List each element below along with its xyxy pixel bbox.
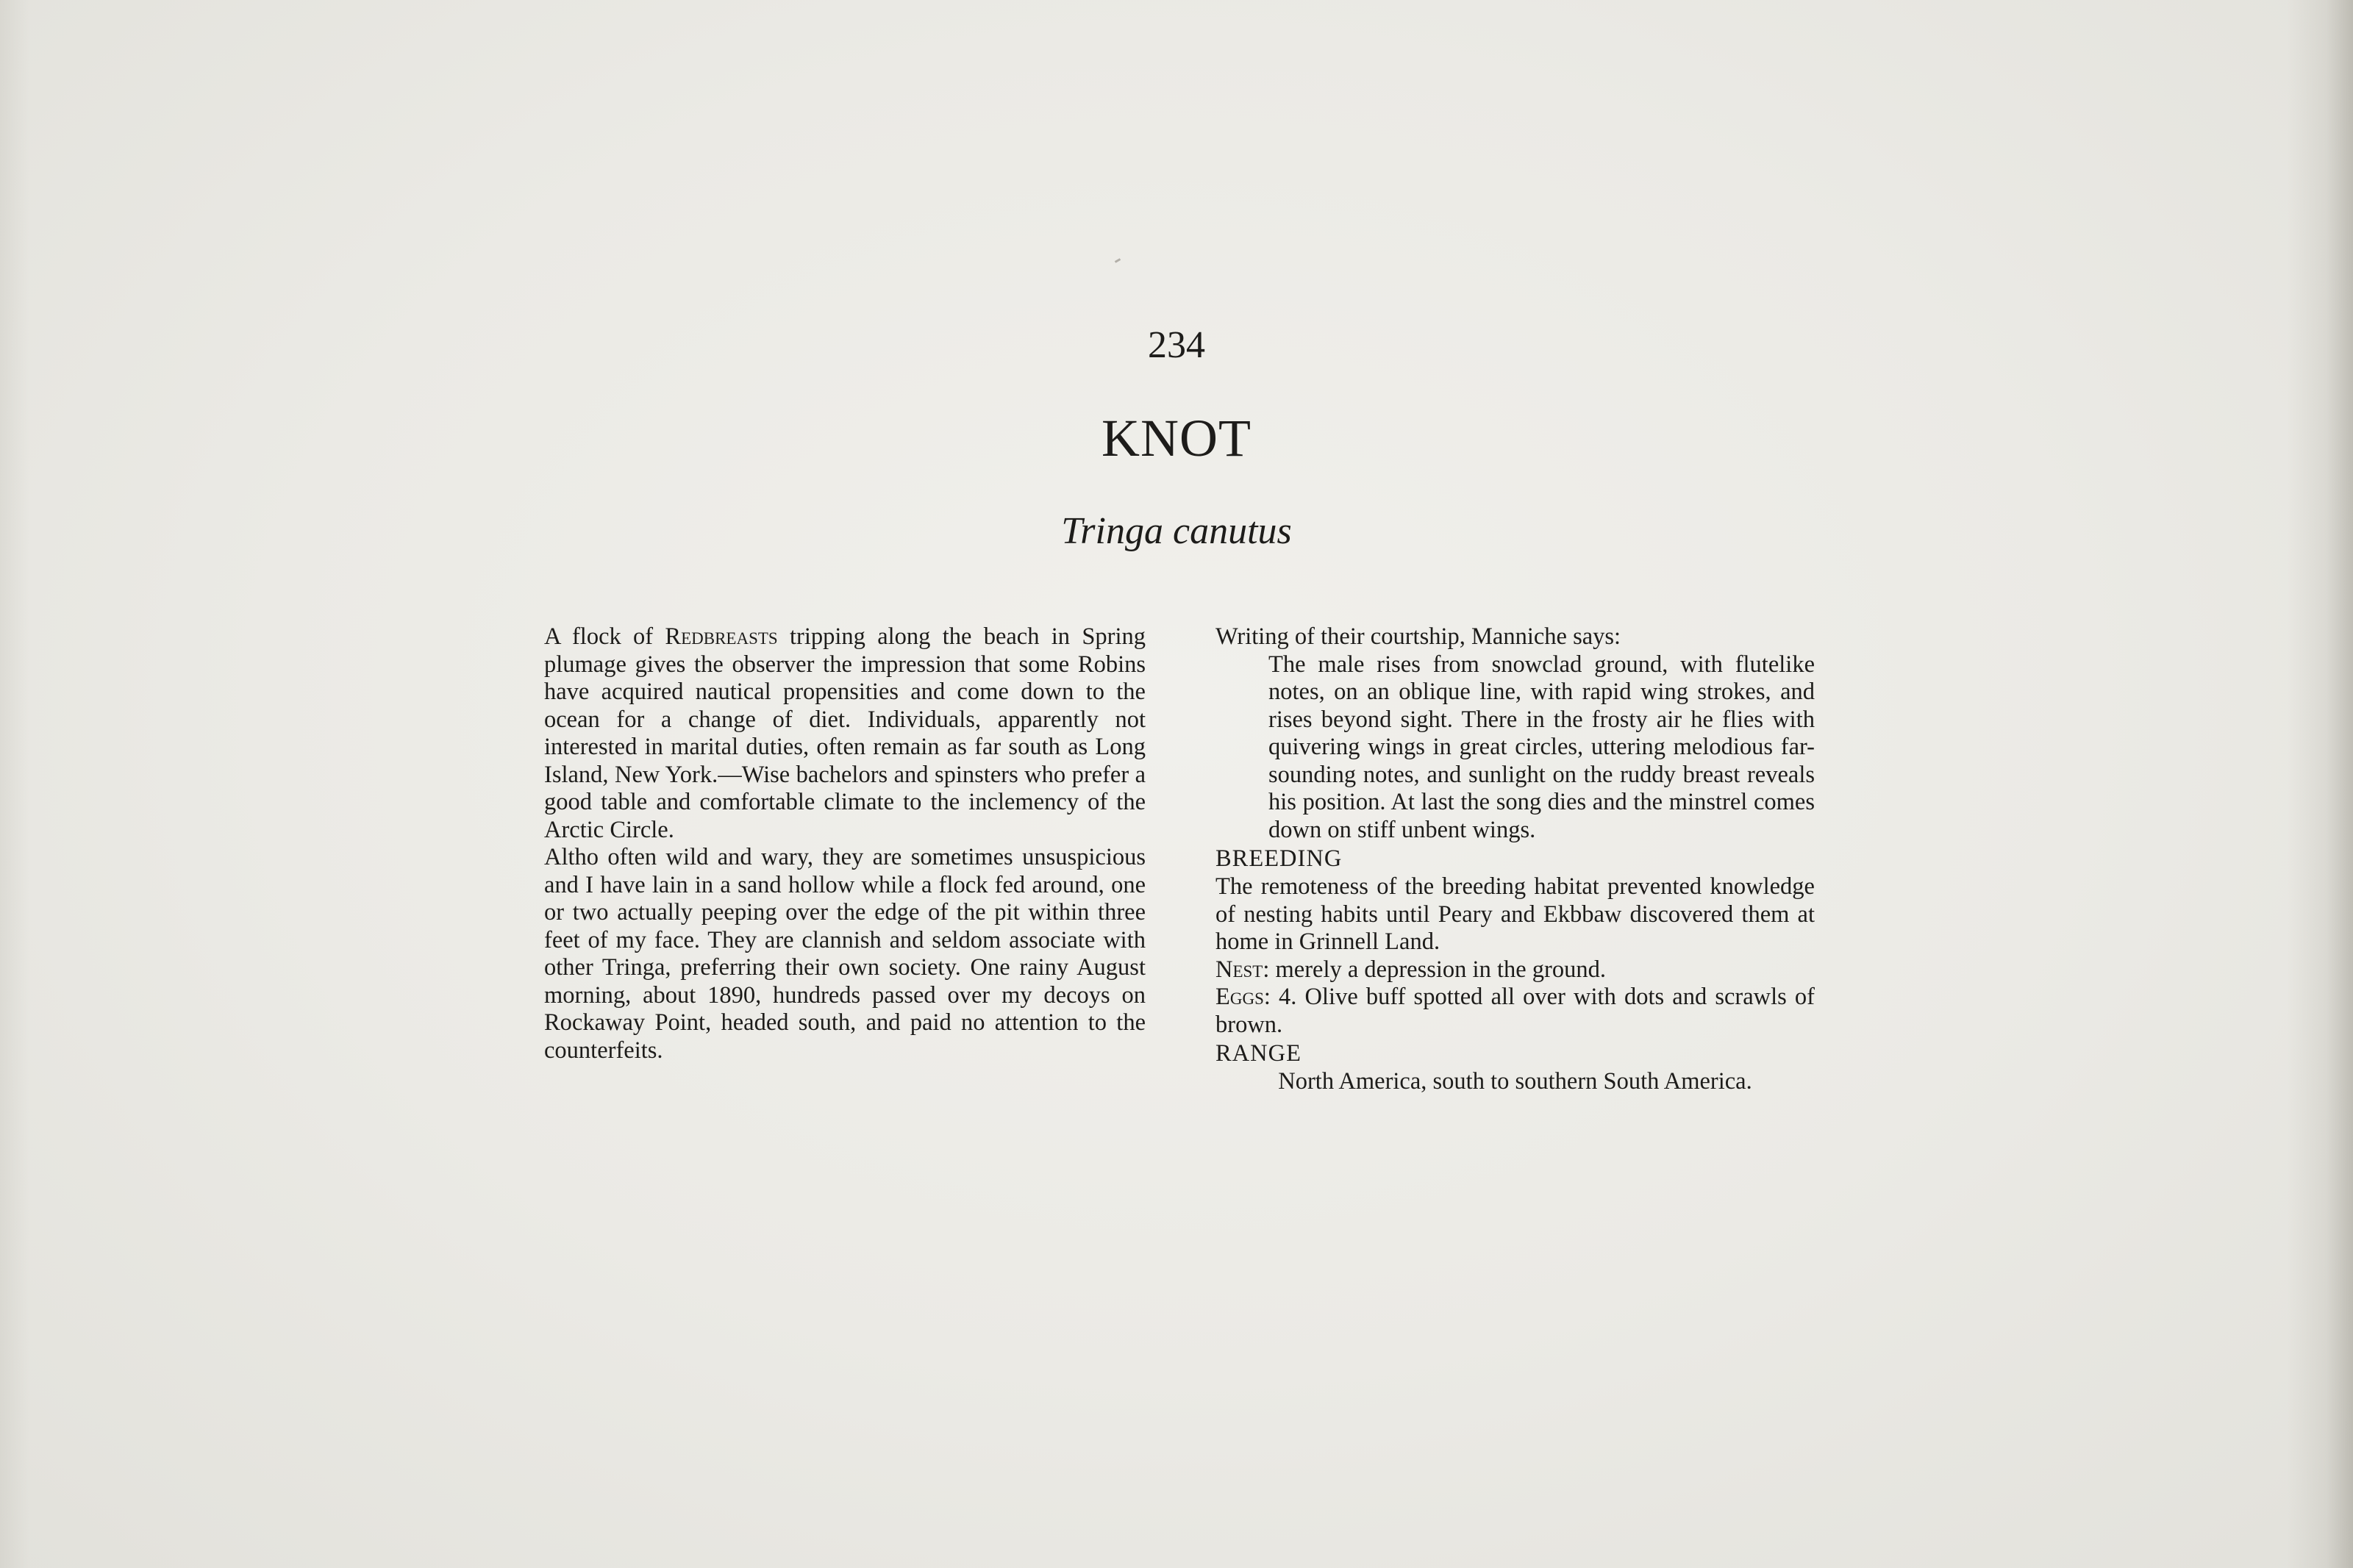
range-text: North America, south to southern South America. [1278, 1068, 1752, 1095]
paper-speck [1115, 258, 1121, 263]
page-shadow-right [2287, 0, 2353, 1568]
eggs-label: Eggs [1215, 984, 1264, 1010]
scientific-name: Tringa canutus [1061, 510, 1292, 552]
page-number: 234 [1148, 324, 1205, 366]
paragraph-intro [544, 623, 1146, 844]
nest-line [1215, 956, 1815, 984]
courtship-quote: The male rises from snowclad ground, with flutelike notes, on an oblique line, with rapid wing strokes, and rises beyond sight. There in the frosty air he flies with quivering wings in great circles, uttering melodious far-sounding notes, and sunlight on the ruddy breast reveals his position. At last the song dies and the minstrel comes down on stiff unbent wings. [1268, 651, 1815, 843]
nest-text: : merely a depression in the ground. [1263, 956, 1606, 983]
nest-label: Nest [1215, 956, 1263, 983]
breeding-heading: BREEDING [1215, 845, 1343, 872]
eggs-text: : 4. Olive buff spotted all over with dots and scrawls of brown. [1215, 984, 1815, 1038]
left-column [544, 623, 1146, 1064]
intro-text-start: A flock of [544, 623, 665, 650]
eggs-line [1215, 984, 1815, 1039]
page-title: KNOT [1101, 409, 1252, 468]
breeding-text: The remoteness of the breeding habitat prevented knowledge of nesting habits until Peary and Ekbbaw discovered them at home in Grinnell Land. [1215, 873, 1815, 955]
paragraph-behavior: Altho often wild and wary, they are sometimes unsuspicious and I have lain in a sand hollow while a flock fed around, one or two actually peeping over the edge of the pit within three feet of my face. They are clannish and seldom associate with other Tringa, preferring their own society. One rainy August morning, about 1890, hundreds passed over my decoys on Rockaway Point, headed south, and paid no attention to the counterfeits. [544, 844, 1146, 1064]
intro-text-rest: tripping along the beach in Spring plumage gives the observer the impression that some Robins have acquired nautical propensities and come down to the ocean for a change of diet. Individuals, apparently not interested in marital duties, often remain as far south as Long Island, New York.—Wise bachelors and spinsters who prefer a good table and comfortable climate to the inclemency of the Arctic Circle. [544, 623, 1146, 843]
courtship-intro: Writing of their courtship, Manniche says: [1215, 623, 1621, 650]
redbreasts-small-caps: Redbreasts [665, 623, 778, 650]
page-shadow-left [0, 0, 29, 1568]
right-column [1215, 623, 1815, 1096]
range-heading: RANGE [1215, 1040, 1302, 1067]
